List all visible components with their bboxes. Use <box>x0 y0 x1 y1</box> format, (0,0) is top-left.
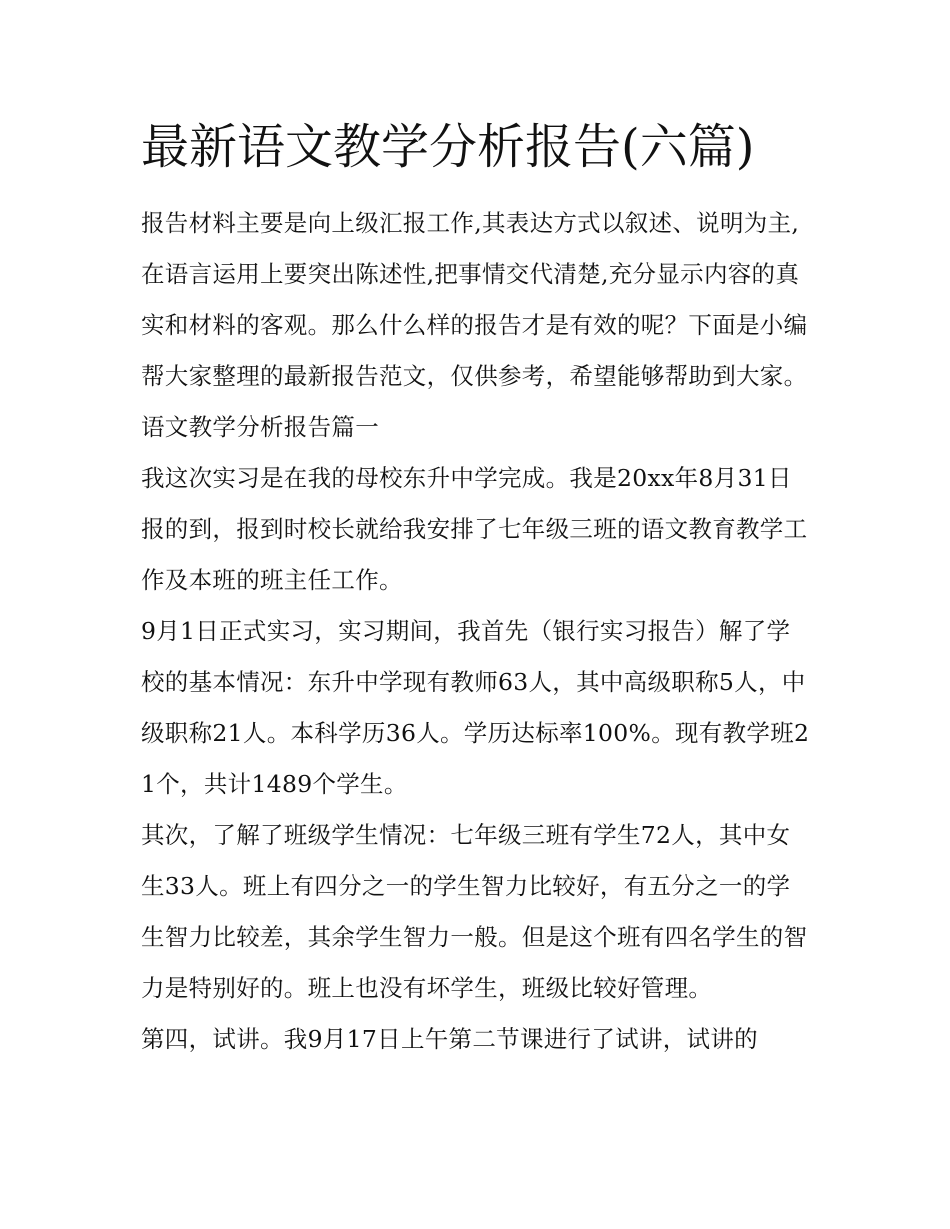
body-paragraph: 第四，试讲。我9月17日上午第二节课进行了试讲，试讲的 <box>141 1025 758 1053</box>
body-paragraph: 我这次实习是在我的母校东升中学完成。我是20xx年8月31日报的到，报到时校长就给我安排了七年级三班的语文教育教学工作及本班的班主任工作。 <box>141 464 808 594</box>
intro-paragraph: 报告材料主要是向上级汇报工作,其表达方式以叙述、说明为主,在语言运用上要突出陈述性,把事情交代清楚,充分显示内容的真实和材料的客观。那么什么样的报告才是有效的呢？下面是小编帮大家整理的最新报告范文，仅供参考，希望能够帮助到大家。 <box>141 209 808 390</box>
document-body <box>141 110 813 1065</box>
section-heading: 语文教学分析报告篇一 <box>141 413 379 441</box>
body-paragraph: 其次，了解了班级学生情况：七年级三班有学生72人，其中女生33人。班上有四分之一的学生智力比较好，有五分之一的学生智力比较差，其余学生智力一般。但是这个班有四名学生的智力是特别好的。班上也没有坏学生，班级比较好管理。 <box>141 821 808 1002</box>
body-paragraph: 9月1日正式实习，实习期间，我首先（银行实习报告）解了学校的基本情况：东升中学现有教师63人，其中高级职称5人，中级职称21人。本科学历36人。学历达标率100%。现有教学班21个，共计1489个学生。 <box>141 617 810 798</box>
document-title: 最新语文教学分析报告(六篇) <box>141 119 755 175</box>
